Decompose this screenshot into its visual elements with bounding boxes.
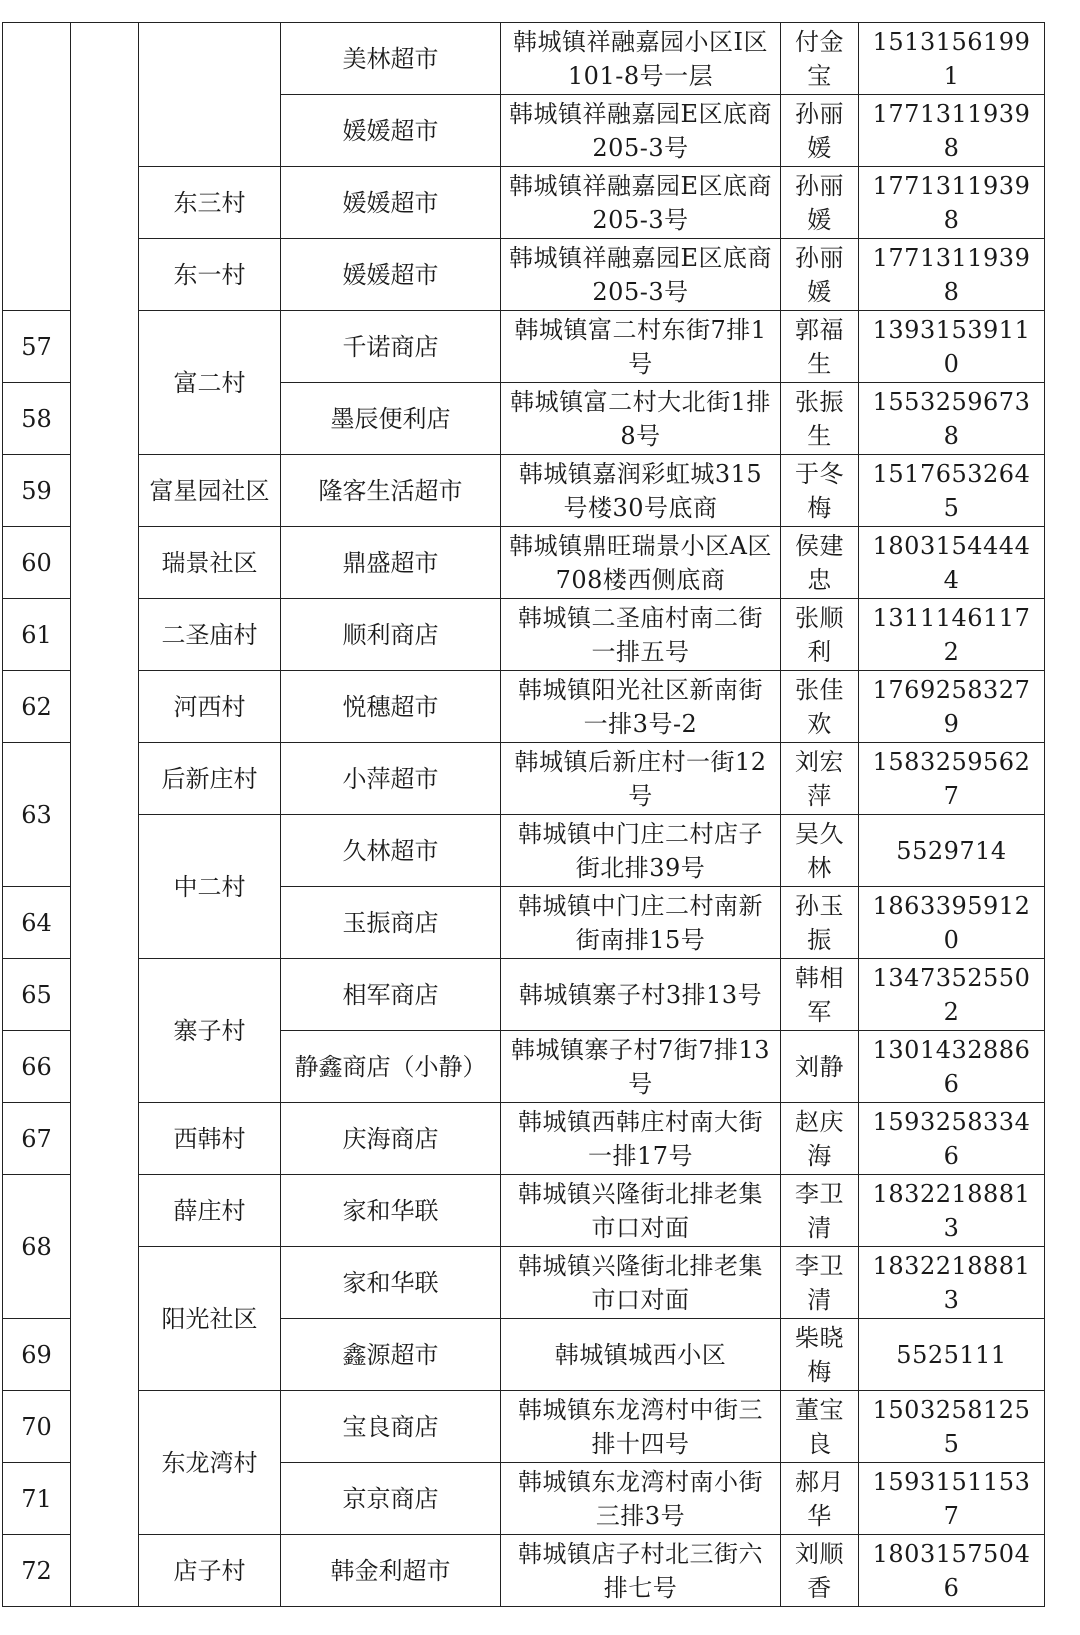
village-cell: 寨子村 [139, 959, 281, 1103]
address-cell: 韩城镇阳光社区新南街一排3号-2 [501, 671, 781, 743]
table-row [3, 1535, 1045, 1607]
shop-cell: 千诺商店 [281, 311, 501, 383]
contact-cell: 刘顺香 [781, 1535, 859, 1607]
address-cell: 韩城镇二圣庙村南二街一排五号 [501, 599, 781, 671]
contact-cell: 董宝良 [781, 1391, 859, 1463]
contact-cell: 李卫清 [781, 1175, 859, 1247]
contact-cell: 刘静 [781, 1031, 859, 1103]
shop-cell: 鼎盛超市 [281, 527, 501, 599]
phone-cell: 5529714 [859, 815, 1045, 887]
serial-cell: 70 [3, 1391, 71, 1463]
village-cell: 后新庄村 [139, 743, 281, 815]
contact-cell: 侯建忠 [781, 527, 859, 599]
table-row [3, 1103, 1045, 1175]
table-row [3, 239, 1045, 311]
shop-cell: 隆客生活超市 [281, 455, 501, 527]
table-row [3, 743, 1045, 815]
store-table [2, 22, 1045, 1607]
village-cell [139, 23, 281, 167]
contact-cell: 孙玉振 [781, 887, 859, 959]
phone-cell: 18031544444 [859, 527, 1045, 599]
table-row [3, 23, 1045, 95]
shop-cell: 家和华联 [281, 1247, 501, 1319]
address-cell: 韩城镇富二村东街7排1号 [501, 311, 781, 383]
address-cell: 韩城镇中门庄二村店子街北排39号 [501, 815, 781, 887]
table-row [3, 815, 1045, 887]
phone-cell: 15832595627 [859, 743, 1045, 815]
serial-cell: 62 [3, 671, 71, 743]
address-cell: 韩城镇中门庄二村南新街南排15号 [501, 887, 781, 959]
shop-cell: 悦穗超市 [281, 671, 501, 743]
phone-cell: 17692583279 [859, 671, 1045, 743]
shop-cell: 宝良商店 [281, 1391, 501, 1463]
contact-cell: 郭福生 [781, 311, 859, 383]
serial-cell: 59 [3, 455, 71, 527]
contact-cell: 韩相军 [781, 959, 859, 1031]
address-cell: 韩城镇祥融嘉园E区底商205-3号 [501, 239, 781, 311]
address-cell: 韩城镇店子村北三街六排七号 [501, 1535, 781, 1607]
village-cell: 西韩村 [139, 1103, 281, 1175]
serial-cell [3, 23, 71, 311]
phone-cell: 15032581255 [859, 1391, 1045, 1463]
phone-cell: 15532596738 [859, 383, 1045, 455]
serial-cell: 61 [3, 599, 71, 671]
table-row [3, 167, 1045, 239]
phone-cell: 17713119398 [859, 95, 1045, 167]
address-cell: 韩城镇东龙湾村中街三排十四号 [501, 1391, 781, 1463]
shop-cell: 媛媛超市 [281, 95, 501, 167]
address-cell: 韩城镇富二村大北街1排8号 [501, 383, 781, 455]
serial-cell: 57 [3, 311, 71, 383]
phone-cell: 5525111 [859, 1319, 1045, 1391]
shop-cell: 墨辰便利店 [281, 383, 501, 455]
village-cell: 东一村 [139, 239, 281, 311]
village-cell: 富二村 [139, 311, 281, 455]
phone-cell: 15131561991 [859, 23, 1045, 95]
address-cell: 韩城镇兴隆街北排老集市口对面 [501, 1247, 781, 1319]
contact-cell: 于冬梅 [781, 455, 859, 527]
contact-cell: 付金宝 [781, 23, 859, 95]
phone-cell: 15931511537 [859, 1463, 1045, 1535]
shop-cell: 媛媛超市 [281, 239, 501, 311]
shop-cell: 韩金利超市 [281, 1535, 501, 1607]
shop-cell: 美林超市 [281, 23, 501, 95]
village-cell: 东三村 [139, 167, 281, 239]
contact-cell: 孙丽媛 [781, 167, 859, 239]
shop-cell: 相军商店 [281, 959, 501, 1031]
phone-cell: 13111461172 [859, 599, 1045, 671]
village-cell: 薛庄村 [139, 1175, 281, 1247]
shop-cell: 家和华联 [281, 1175, 501, 1247]
shop-cell: 静鑫商店（小静） [281, 1031, 501, 1103]
serial-cell: 65 [3, 959, 71, 1031]
serial-cell: 69 [3, 1319, 71, 1391]
village-cell: 中二村 [139, 815, 281, 959]
phone-cell: 15932583346 [859, 1103, 1045, 1175]
table-row [3, 671, 1045, 743]
contact-cell: 吴久林 [781, 815, 859, 887]
contact-cell: 张顺利 [781, 599, 859, 671]
town-column-cell [71, 23, 139, 1607]
phone-cell: 17713119398 [859, 239, 1045, 311]
shop-cell: 久林超市 [281, 815, 501, 887]
phone-cell: 15176532645 [859, 455, 1045, 527]
shop-cell: 庆海商店 [281, 1103, 501, 1175]
address-cell: 韩城镇寨子村7街7排13号 [501, 1031, 781, 1103]
phone-cell: 18633959120 [859, 887, 1045, 959]
table-row [3, 1391, 1045, 1463]
contact-cell: 郝月华 [781, 1463, 859, 1535]
serial-cell: 64 [3, 887, 71, 959]
serial-cell: 66 [3, 1031, 71, 1103]
serial-cell: 68 [3, 1175, 71, 1319]
village-cell: 店子村 [139, 1535, 281, 1607]
contact-cell: 李卫清 [781, 1247, 859, 1319]
address-cell: 韩城镇祥融嘉园E区底商205-3号 [501, 95, 781, 167]
contact-cell: 孙丽媛 [781, 239, 859, 311]
village-cell: 河西村 [139, 671, 281, 743]
shop-cell: 京京商店 [281, 1463, 501, 1535]
table-row [3, 599, 1045, 671]
contact-cell: 张振生 [781, 383, 859, 455]
serial-cell: 60 [3, 527, 71, 599]
table-row [3, 311, 1045, 383]
phone-cell: 13931539110 [859, 311, 1045, 383]
shop-cell: 小萍超市 [281, 743, 501, 815]
contact-cell: 刘宏萍 [781, 743, 859, 815]
phone-cell: 18322188813 [859, 1175, 1045, 1247]
contact-cell: 孙丽媛 [781, 95, 859, 167]
serial-cell: 71 [3, 1463, 71, 1535]
serial-cell: 67 [3, 1103, 71, 1175]
phone-cell: 18031575046 [859, 1535, 1045, 1607]
table-row [3, 1175, 1045, 1247]
address-cell: 韩城镇东龙湾村南小街三排3号 [501, 1463, 781, 1535]
phone-cell: 18322188813 [859, 1247, 1045, 1319]
shop-cell: 鑫源超市 [281, 1319, 501, 1391]
address-cell: 韩城镇后新庄村一街12号 [501, 743, 781, 815]
shop-cell: 玉振商店 [281, 887, 501, 959]
contact-cell: 赵庆海 [781, 1103, 859, 1175]
serial-cell: 58 [3, 383, 71, 455]
address-cell: 韩城镇城西小区 [501, 1319, 781, 1391]
contact-cell: 柴晓梅 [781, 1319, 859, 1391]
serial-cell: 72 [3, 1535, 71, 1607]
table-row [3, 1247, 1045, 1319]
address-cell: 韩城镇祥融嘉园小区Ⅰ区101-8号一层 [501, 23, 781, 95]
village-cell: 二圣庙村 [139, 599, 281, 671]
address-cell: 韩城镇鼎旺瑞景小区A区708楼西侧底商 [501, 527, 781, 599]
serial-cell: 63 [3, 743, 71, 887]
table-row [3, 455, 1045, 527]
village-cell: 阳光社区 [139, 1247, 281, 1391]
village-cell: 瑞景社区 [139, 527, 281, 599]
shop-cell: 媛媛超市 [281, 167, 501, 239]
address-cell: 韩城镇兴隆街北排老集市口对面 [501, 1175, 781, 1247]
address-cell: 韩城镇西韩庄村南大街一排17号 [501, 1103, 781, 1175]
village-cell: 东龙湾村 [139, 1391, 281, 1535]
address-cell: 韩城镇嘉润彩虹城315号楼30号底商 [501, 455, 781, 527]
shop-cell: 顺利商店 [281, 599, 501, 671]
address-cell: 韩城镇寨子村3排13号 [501, 959, 781, 1031]
table-row [3, 959, 1045, 1031]
contact-cell: 张佳欢 [781, 671, 859, 743]
phone-cell: 13014328866 [859, 1031, 1045, 1103]
address-cell: 韩城镇祥融嘉园E区底商205-3号 [501, 167, 781, 239]
phone-cell: 17713119398 [859, 167, 1045, 239]
table-row [3, 527, 1045, 599]
village-cell: 富星园社区 [139, 455, 281, 527]
phone-cell: 13473525502 [859, 959, 1045, 1031]
